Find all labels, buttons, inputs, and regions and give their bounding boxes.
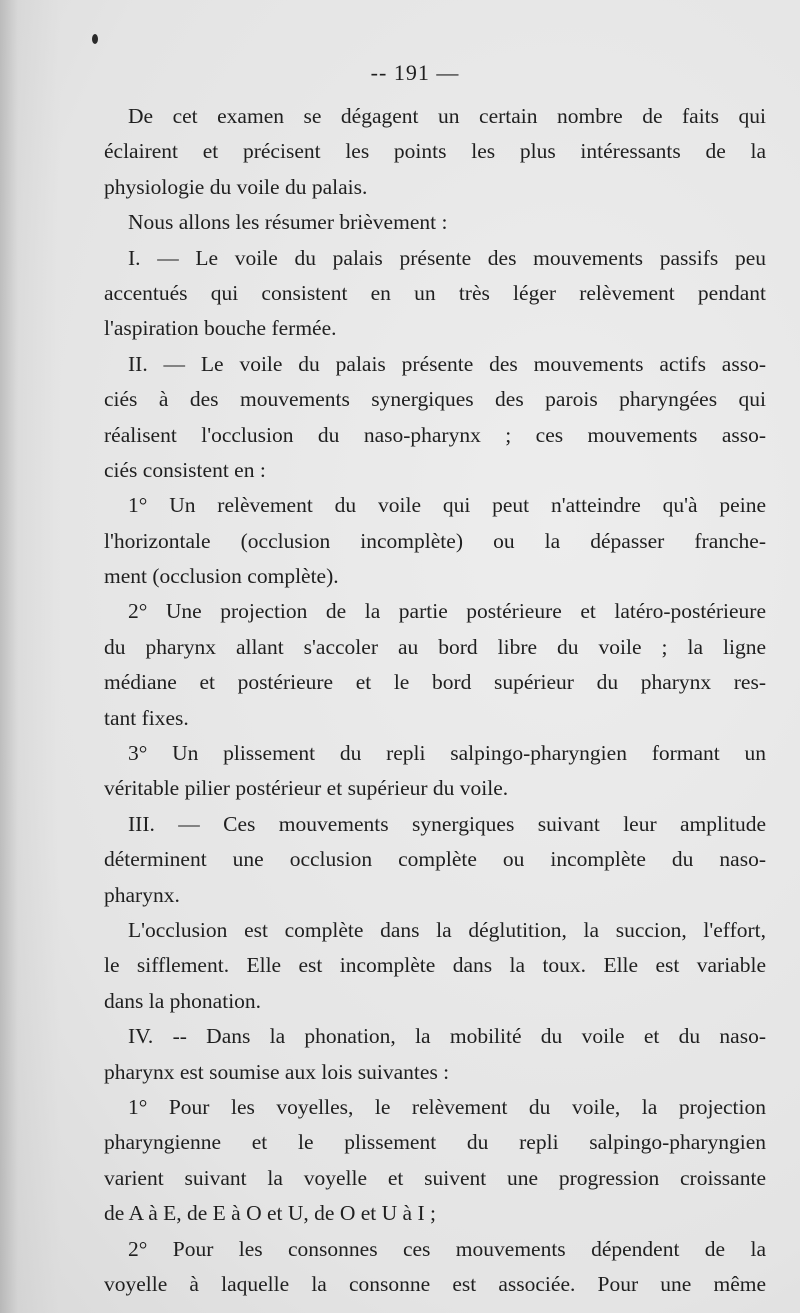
text-line: II. — Le voile du palais présente des mouvements actifs asso- — [128, 351, 766, 376]
text-line: déterminent une occlusion complète ou incomplète du naso- — [104, 847, 766, 872]
text-line: ciés à des mouvements synergiques des parois pharyngées qui — [104, 387, 766, 412]
text-line: III. — Ces mouvements synergiques suivant leur amplitude — [128, 811, 766, 836]
page-number: -- 191 — — [370, 60, 460, 85]
text-line: 2° Une projection de la partie postérieure et latéro-postérieure — [128, 599, 766, 624]
text-line: Nous allons les résumer brièvement : — [128, 210, 448, 235]
text-line: De cet examen se dégagent un certain nombre de faits qui — [128, 104, 766, 128]
text-line: dans la phonation. — [104, 988, 262, 1013]
text-line: 1° Pour les voyelles, le relèvement du voile, la projection — [128, 1094, 766, 1119]
text-line: réalisent l'occlusion du naso-pharynx ; ces mouvements asso- — [104, 422, 766, 447]
text-line: varient suivant la voyelle et suivent une progression croissante — [104, 1165, 766, 1190]
text-line: médiane et postérieure et le bord supérieur du pharynx res- — [104, 670, 766, 695]
text-line: pharynx est soumise aux lois suivantes : — [104, 1059, 450, 1084]
text-line: tant fixes. — [104, 705, 189, 730]
text-line: accentués qui consistent en un très léger relèvement pendant — [104, 280, 766, 305]
text-line: l'horizontale (occlusion incomplète) ou la dépasser franche- — [104, 528, 766, 553]
text-line: ment (occlusion complète). — [104, 564, 339, 589]
text-line: 3° Un plissement du repli salpingo-pharyngien formant un — [128, 741, 766, 766]
text-line: physiologie du voile du palais. — [104, 174, 368, 199]
text-line: pharynx. — [104, 882, 180, 907]
text-line: I. — Le voile du palais présente des mouvements passifs peu — [128, 245, 766, 270]
text-line: L'occlusion est complète dans la déglutition, la succion, l'effort, — [128, 917, 766, 942]
text-line: pharyngienne et le plissement du repli salpingo-pharyngien — [104, 1130, 766, 1155]
text-line: ciés consistent en : — [104, 457, 266, 482]
text-line: véritable pilier postérieur et supérieur du voile. — [104, 776, 509, 801]
text-line: voyelle à laquelle la consonne est associée. Pour une même — [104, 1271, 766, 1296]
text-line: du pharynx allant s'accoler au bord libre du voile ; la ligne — [104, 634, 766, 659]
text-line: éclairent et précisent les points les plus intéressants de la — [104, 139, 766, 164]
ink-speck — [92, 34, 98, 44]
body-text — [104, 99, 766, 1302]
text-line: 1° Un relèvement du voile qui peut n'atteindre qu'à peine — [128, 493, 766, 518]
text-line: 2° Pour les consonnes ces mouvements dépendent de la — [128, 1236, 766, 1261]
text-line: IV. -- Dans la phonation, la mobilité du voile et du naso- — [128, 1024, 766, 1049]
text-line: le sifflement. Elle est incomplète dans la toux. Elle est variable — [104, 953, 766, 978]
text-line: l'aspiration bouche fermée. — [104, 316, 337, 341]
text-line: de A à E, de E à O et U, de O et U à I ; — [104, 1201, 436, 1226]
